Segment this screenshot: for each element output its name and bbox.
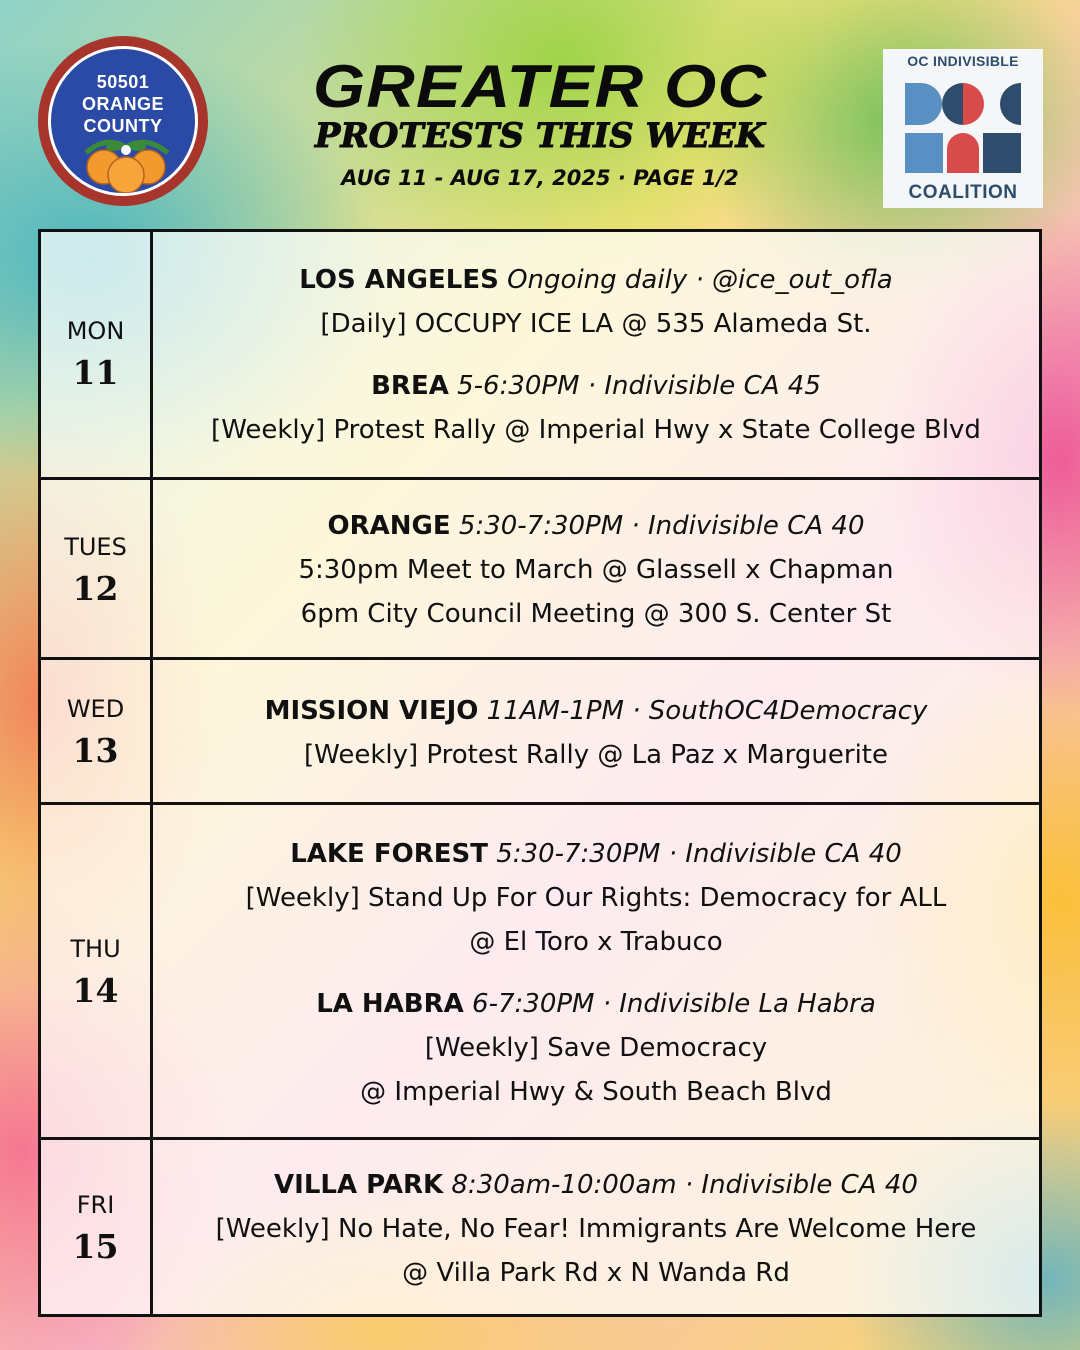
event-detail: 5:30pm Meet to March @ Glassell x Chapman: [298, 555, 894, 585]
event-detail: @ Villa Park Rd x N Wanda Rd: [402, 1257, 790, 1288]
day-number: 14: [72, 971, 119, 1010]
event-heading: [298, 504, 893, 548]
event-city: VILLA PARK: [274, 1169, 444, 1200]
event-villa-park: [216, 1163, 977, 1295]
event-meta: 8:30am-10:00am · Indivisible CA 40: [451, 1169, 918, 1200]
date-range: AUG 11 - AUG 17, 2025 · PAGE 1/2: [341, 166, 739, 190]
page-subtitle: PROTESTS THIS WEEK: [314, 116, 766, 156]
day-number: 15: [72, 1227, 119, 1266]
day-row-tues: [41, 477, 1039, 660]
day-cell: [41, 480, 153, 660]
event-city: BREA: [371, 370, 449, 401]
day-events: [153, 232, 1039, 477]
event-detail: [Weekly] Protest Rally @ La Paz x Marguerite: [304, 739, 888, 770]
event-heading: [246, 832, 947, 876]
event-la-habra: [316, 982, 876, 1114]
day-cell: [41, 660, 153, 805]
event-heading: [211, 364, 981, 408]
event-meta: Ongoing daily · @ice_out_ofla: [507, 264, 893, 295]
day-name: FRI: [76, 1191, 115, 1219]
day-events: [153, 1140, 1039, 1317]
logo-line-1: 50501: [96, 72, 150, 92]
day-events: [153, 805, 1039, 1140]
event-lake-forest: [246, 832, 947, 964]
event-meta: 5:30-7:30PM · Indivisible CA 40: [496, 838, 902, 869]
day-row-thu: [41, 802, 1039, 1140]
event-heading: [216, 1163, 977, 1207]
event-city: MISSION VIEJO: [264, 695, 479, 726]
day-number: 11: [72, 353, 119, 392]
event-detail: @ El Toro x Trabuco: [469, 926, 723, 957]
event-city: LAKE FOREST: [290, 838, 488, 869]
day-number: 13: [72, 731, 119, 770]
event-city: LOS ANGELES: [299, 264, 499, 295]
day-events: [153, 660, 1039, 805]
event-detail: [Weekly] No Hate, No Fear! Immigrants Are Welcome Here: [215, 1213, 977, 1244]
event-detail: 6pm City Council Meeting @ 300 S. Center St: [300, 599, 892, 629]
day-cell: [41, 805, 153, 1140]
logo-line-3: COUNTY: [83, 116, 163, 136]
event-meta: 11AM-1PM · SouthOC4Democracy: [486, 695, 928, 726]
event-detail: [Weekly] Stand Up For Our Rights: Democracy for ALL: [245, 882, 947, 913]
logo-inner-circle: [48, 46, 198, 196]
event-mission-viejo: [265, 689, 928, 777]
event-orange: [298, 504, 893, 636]
orange-county-50501-logo: [38, 36, 208, 206]
page-title: GREATER OC: [312, 53, 768, 120]
oc-indivisible-coalition-logo: [883, 49, 1043, 208]
event-los-angeles: [299, 258, 892, 346]
day-number: 12: [72, 568, 119, 608]
event-heading: [265, 689, 928, 733]
page-title-block: [250, 53, 830, 192]
day-name: WED: [66, 695, 125, 723]
event-brea: [211, 364, 981, 452]
coalition-logo-bottom-text: COALITION: [908, 182, 1018, 203]
event-meta: 5:30-7:30PM · Indivisible CA 40: [458, 511, 865, 541]
day-cell: [41, 1140, 153, 1317]
event-detail: [Weekly] Save Democracy: [424, 1032, 768, 1063]
logo-line-2: ORANGE: [81, 94, 164, 114]
day-row-fri: [41, 1137, 1039, 1317]
event-detail: [Daily] OCCUPY ICE LA @ 535 Alameda St.: [320, 308, 872, 339]
weekly-schedule-table: [38, 229, 1042, 1317]
day-name: THU: [70, 935, 121, 963]
oranges-icon: [76, 135, 176, 195]
day-cell: [41, 232, 153, 477]
event-detail: @ Imperial Hwy & South Beach Blvd: [360, 1076, 832, 1107]
day-name: TUES: [64, 532, 127, 561]
event-city: LA HABRA: [316, 988, 464, 1019]
day-row-mon: [41, 232, 1039, 477]
event-heading: [316, 982, 876, 1026]
event-city: ORANGE: [327, 511, 451, 541]
event-meta: 5-6:30PM · Indivisible CA 45: [457, 370, 821, 401]
coalition-mark-icon: [901, 77, 1025, 179]
event-heading: [299, 258, 892, 302]
event-meta: 6-7:30PM · Indivisible La Habra: [472, 988, 876, 1019]
day-name: MON: [66, 317, 125, 345]
day-row-wed: [41, 657, 1039, 805]
day-events: [153, 480, 1039, 660]
event-detail: [Weekly] Protest Rally @ Imperial Hwy x State College Blvd: [211, 414, 981, 445]
coalition-logo-top-text: OC INDIVISIBLE: [907, 53, 1019, 69]
